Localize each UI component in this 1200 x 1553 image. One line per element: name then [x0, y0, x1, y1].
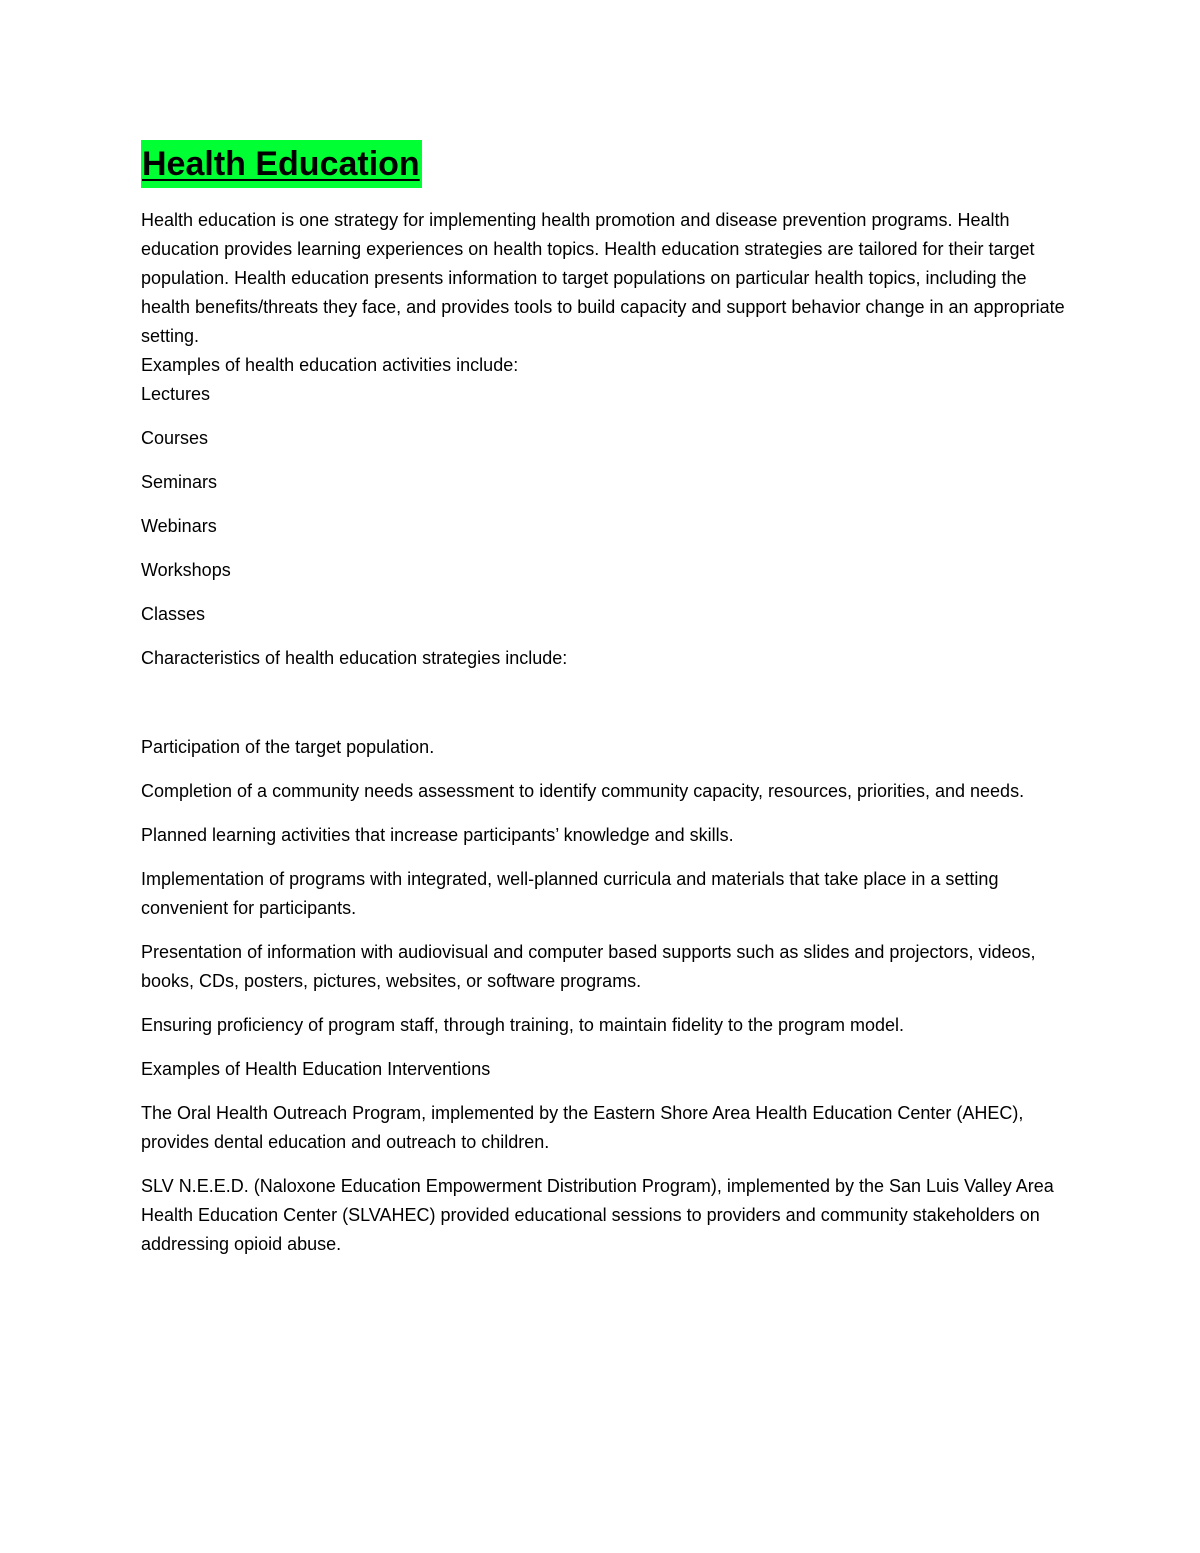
characteristic-item: Completion of a community needs assessment to identify community capacity, resources, priorities, and needs.	[141, 781, 1025, 801]
activity-item: Lectures	[141, 384, 211, 404]
activity-item: Classes	[141, 604, 206, 624]
characteristic-item: Planned learning activities that increase participants’ knowledge and skills.	[141, 825, 734, 845]
characteristics-heading: Characteristics of health education strategies include:	[141, 648, 568, 668]
characteristic-item: Presentation of information with audiovisual and computer based supports such as slides and projectors, videos, books, CDs, posters, pictures, websites, or software programs.	[141, 942, 1036, 991]
characteristic-item: Ensuring proficiency of program staff, through training, to maintain fidelity to the program model.	[141, 1015, 905, 1035]
characteristic-item: Implementation of programs with integrated, well-planned curricula and materials that take place in a setting convenient for participants.	[141, 869, 999, 918]
intervention-item: SLV N.E.E.D. (Naloxone Education Empowerment Distribution Program), implemented by the San Luis Valley Area Health Education Center (SLVAHEC) provided educational sessions to providers and community stakeholders on addressing opioid abuse.	[141, 1176, 1054, 1254]
activity-item: Webinars	[141, 516, 217, 536]
intervention-item: The Oral Health Outreach Program, implemented by the Eastern Shore Area Health Education Center (AHEC), provides dental education and outreach to children.	[141, 1103, 1024, 1152]
document-title: Health Education	[141, 140, 422, 188]
intro-paragraph: Health education is one strategy for implementing health promotion and disease prevention programs. Health education provides learning experiences on health topics. Health education strategies are tailored for their target population. Health education presents information to target populations on particular health topics, including the health benefits/threats they face, and provides tools to build capacity and support behavior change in an appropriate setting.	[141, 210, 1065, 346]
interventions-heading: Examples of Health Education Interventions	[141, 1059, 491, 1079]
characteristic-item: Participation of the target population.	[141, 737, 435, 757]
activity-item: Seminars	[141, 472, 218, 492]
examples-heading: Examples of health education activities include:	[141, 355, 519, 375]
activity-item: Workshops	[141, 560, 231, 580]
activity-item: Courses	[141, 428, 209, 448]
document-page	[141, 140, 1071, 1259]
